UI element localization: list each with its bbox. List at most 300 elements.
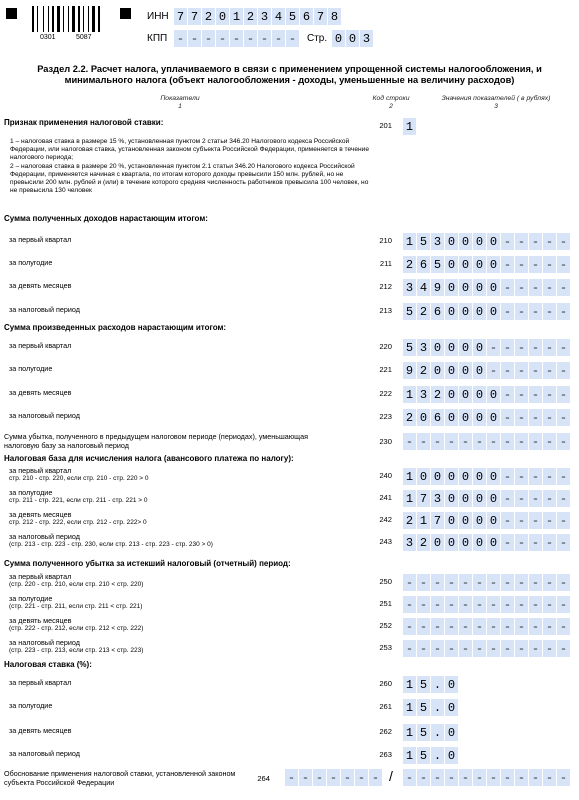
code-210: 210 [379,236,392,245]
char-cell: - [515,769,528,786]
char-cell: - [543,640,556,657]
char-cell: - [543,433,556,450]
char-cell: 0 [417,468,430,485]
barcode [32,6,108,32]
char-cell: - [501,574,514,591]
char-cell: - [543,512,556,529]
char-cell: 5 [403,339,416,356]
char-cell: 0 [487,386,500,403]
char-cell: 0 [473,534,486,551]
char-cell: 0 [473,279,486,296]
char-cell: 2 [202,8,215,25]
char-cell: 7 [417,490,430,507]
tax_base-row-field[interactable] [403,468,570,485]
char-cell: - [515,534,528,551]
char-cell: 0 [445,386,458,403]
loss-prev-field[interactable] [403,433,570,450]
char-cell: - [557,362,570,379]
char-cell: 0 [473,490,486,507]
tax_rate-row-field[interactable] [403,747,458,764]
inn-label: ИНН [147,11,169,22]
code-253: 253 [379,643,392,652]
barcode-bar [61,6,62,32]
char-cell: - [543,596,556,613]
char-cell: 0 [473,512,486,529]
char-cell: 0 [459,256,472,273]
char-cell: - [501,233,514,250]
code-211: 211 [379,259,392,268]
char-cell: 0 [473,303,486,320]
char-cell: - [501,769,514,786]
barcode-bar [68,6,69,32]
char-cell: - [543,468,556,485]
char-cell: - [327,769,340,786]
char-cell: - [515,362,528,379]
char-cell: - [515,386,528,403]
tax_rate-row-field[interactable] [403,724,458,741]
inn-field[interactable] [174,8,341,25]
col-header-indicators: Показатели 1 [160,95,200,111]
char-cell: - [557,618,570,635]
expenses-row-label: за полугодие [9,364,53,373]
char-cell: 5 [417,699,430,716]
char-cell: - [543,362,556,379]
char-cell: - [501,512,514,529]
char-cell: - [529,409,542,426]
char-cell: 0 [445,490,458,507]
char-cell: 1 [230,8,243,25]
char-cell: - [515,512,528,529]
char-cell: - [459,618,472,635]
char-cell: 0 [487,409,500,426]
char-cell: 0 [445,256,458,273]
char-cell: - [403,769,416,786]
char-cell: 0 [473,256,486,273]
code-252: 252 [379,621,392,630]
char-cell: - [487,618,500,635]
char-cell: 0 [332,30,345,47]
char-cell: 5 [417,747,430,764]
char-cell: - [501,339,514,356]
barcode-bar [83,6,84,32]
char-cell: 4 [272,8,285,25]
char-cell: - [445,596,458,613]
char-cell: - [557,640,570,657]
expenses-row-field[interactable] [403,409,570,426]
tax-base-heading: Налоговая база для исчисления налога (авансового платежа по налогу): [4,454,294,463]
char-cell: - [272,30,285,47]
char-cell: - [529,490,542,507]
char-cell: - [216,30,229,47]
rate-sign-heading: Признак применения налоговой ставки: [4,118,164,127]
char-cell: - [557,534,570,551]
char-cell: - [501,468,514,485]
char-cell: 0 [431,468,444,485]
kpp-field[interactable] [174,30,299,47]
char-cell: . [431,699,444,716]
code-263: 263 [379,750,392,759]
char-cell: 5 [417,233,430,250]
char-cell: - [341,769,354,786]
char-cell: 3 [403,534,416,551]
loss_current-row-label: за девять месяцев [9,616,72,625]
code-243: 243 [379,537,392,546]
char-cell: - [515,433,528,450]
char-cell: 1 [403,118,416,135]
char-cell: 5 [403,303,416,320]
char-cell: 2 [417,303,430,320]
barcode-bar [43,6,44,32]
char-cell: 0 [459,490,472,507]
tax_base-row-field[interactable] [403,490,570,507]
char-cell: - [557,596,570,613]
char-cell: - [487,433,500,450]
section-title: Раздел 2.2. Расчет налога, уплачиваемого в связи с применением упрощенной системы налогообложения, и минимального налога (объект налогообложения - доходы, уменьшенные на величину расходов) [37,64,542,86]
char-cell: 3 [417,339,430,356]
justification-separator: / [389,768,393,784]
loss_current-row-field[interactable] [403,618,570,635]
char-cell: 1 [403,699,416,716]
char-cell: - [487,574,500,591]
expenses-row-field[interactable] [403,362,570,379]
tax_base-row-formula: стр. 212 - стр. 222, если стр. 212 - стр. 222> 0 [9,519,147,526]
barcode-bar [101,6,102,32]
barcode-bar [57,6,60,32]
char-cell: - [431,769,444,786]
char-cell: 7 [174,8,187,25]
income-row-field[interactable] [403,279,570,296]
char-cell: 0 [445,699,458,716]
char-cell: - [431,574,444,591]
expenses-row-field[interactable] [403,386,570,403]
barcode-bar [85,6,87,32]
tax-rate-heading: Налоговая ставка (%): [4,660,92,669]
barcode-bar [65,6,67,32]
char-cell: - [473,574,486,591]
char-cell: - [431,433,444,450]
loss_current-row-label: за полугодие [9,594,53,603]
char-cell: - [529,534,542,551]
income-row-field[interactable] [403,303,570,320]
loss_current-row-field[interactable] [403,574,570,591]
code-264: 264 [257,774,270,783]
barcode-bar [76,6,77,32]
tax_base-row-field[interactable] [403,512,570,529]
loss_current-row-formula: (стр. 223 - стр. 213, если стр. 213 < стр. 223) [9,647,144,654]
char-cell: 2 [403,409,416,426]
char-cell: 0 [473,339,486,356]
char-cell: 0 [487,303,500,320]
char-cell: - [529,303,542,320]
char-cell: 2 [431,386,444,403]
char-cell: - [557,233,570,250]
char-cell: - [529,279,542,296]
char-cell: - [557,303,570,320]
char-cell: 5 [417,676,430,693]
char-cell: 0 [445,279,458,296]
char-cell: - [403,618,416,635]
char-cell: - [515,233,528,250]
char-cell: 0 [445,233,458,250]
char-cell: - [515,339,528,356]
char-cell: - [445,433,458,450]
char-cell: 0 [445,747,458,764]
expenses-heading: Сумма произведенных расходов нарастающим итогом: [4,323,227,332]
code-260: 260 [379,679,392,688]
code-250: 250 [379,577,392,586]
rate-sign-field[interactable] [403,118,416,135]
barcode-bar [90,6,91,32]
char-cell: - [529,468,542,485]
tax_rate-row-label: за полугодие [9,701,53,710]
char-cell: 1 [403,233,416,250]
justification-right-field[interactable] [403,769,570,786]
char-cell: 0 [445,362,458,379]
tax_base-row-formula: стр. 211 - стр. 221, если стр. 211 - стр. 221 > 0 [9,497,148,504]
loss_current-row-formula: (стр. 220 - стр. 210, если стр. 210 < стр. 220) [9,581,144,588]
char-cell: - [543,534,556,551]
char-cell: - [515,409,528,426]
code-213: 213 [379,306,392,315]
char-cell: - [459,769,472,786]
char-cell: - [431,596,444,613]
char-cell: 0 [445,468,458,485]
char-cell: 0 [445,676,458,693]
char-cell: - [244,30,257,47]
col-header-code: Код строки 2 [372,95,410,111]
char-cell: - [501,640,514,657]
loss_current-row-formula: (стр. 221 - стр. 211, если стр. 211 < стр. 221) [9,603,143,610]
char-cell: - [543,233,556,250]
code-220: 220 [379,342,392,351]
code-222: 222 [379,389,392,398]
char-cell: 3 [258,8,271,25]
char-cell: 0 [487,490,500,507]
char-cell: - [557,386,570,403]
char-cell: - [515,618,528,635]
char-cell: 0 [487,468,500,485]
code-240: 240 [379,471,392,480]
char-cell: - [557,468,570,485]
char-cell: - [529,618,542,635]
char-cell: 9 [431,279,444,296]
income-row-label: за налоговый период [9,305,80,314]
expenses-row-field[interactable] [403,339,570,356]
char-cell: 0 [459,303,472,320]
char-cell: - [529,256,542,273]
char-cell: - [445,574,458,591]
barcode-bar [63,6,64,32]
char-cell: 0 [459,362,472,379]
char-cell: 8 [328,8,341,25]
char-cell: 0 [459,409,472,426]
char-cell: 0 [487,256,500,273]
expenses-row-label: за девять месяцев [9,388,72,397]
char-cell: - [543,303,556,320]
char-cell: - [529,512,542,529]
income-heading: Сумма полученных доходов нарастающим итогом: [4,214,208,223]
char-cell: 7 [431,512,444,529]
char-cell: 0 [473,386,486,403]
char-cell: 0 [459,233,472,250]
char-cell: - [501,303,514,320]
char-cell: - [529,596,542,613]
rate-sign-note-1: 1 – налоговая ставка в размере 15 %, установленная пунктом 2 статьи 346.20 Налогового кодекса Российской Федерации, или налоговая ставка, установленная законом субъекта Российской Федерации, применяется в течение налогового периода; [10,138,370,161]
barcode-bar [50,6,51,32]
income-row-field[interactable] [403,233,570,250]
char-cell: - [529,386,542,403]
barcode-bar [72,6,75,32]
char-cell: - [299,769,312,786]
char-cell: - [188,30,201,47]
char-cell: - [417,596,430,613]
char-cell: - [557,409,570,426]
barcode-number-right: 5087 [76,34,92,41]
barcode-bar [81,6,82,32]
justification-left-field[interactable] [285,769,382,786]
code-262: 262 [379,727,392,736]
char-cell: - [543,490,556,507]
barcode-bar [92,6,95,32]
char-cell: - [473,769,486,786]
char-cell: - [529,640,542,657]
barcode-bar [48,6,49,32]
kpp-label: КПП [147,33,168,44]
char-cell: 0 [216,8,229,25]
char-cell: 3 [403,279,416,296]
barcode-bar [70,6,71,32]
char-cell: 9 [403,362,416,379]
char-cell: - [501,362,514,379]
char-cell: . [431,747,444,764]
code-230: 230 [379,437,392,446]
char-cell: 1 [403,490,416,507]
income-row-label: за полугодие [9,258,53,267]
char-cell: - [557,490,570,507]
loss-current-heading: Сумма полученного убытка за истекший налоговый (отчетный) период: [4,559,291,568]
loss_current-row-label: за первый квартал [9,572,72,581]
tax_base-row-field[interactable] [403,534,570,551]
tax_rate-row-field[interactable] [403,699,458,716]
char-cell: 0 [417,409,430,426]
char-cell: - [403,596,416,613]
char-cell: 3 [431,490,444,507]
barcode-bar [78,6,80,32]
tax_rate-row-label: за налоговый период [9,749,80,758]
char-cell: - [417,640,430,657]
char-cell: - [258,30,271,47]
char-cell: - [501,386,514,403]
char-cell: - [557,574,570,591]
loss_current-row-field[interactable] [403,596,570,613]
loss_current-row-field[interactable] [403,640,570,657]
char-cell: 0 [459,279,472,296]
char-cell: - [515,303,528,320]
char-cell: 3 [360,30,373,47]
barcode-bar [45,6,47,32]
code-221: 221 [379,365,392,374]
char-cell: - [557,433,570,450]
char-cell: 7 [188,8,201,25]
char-cell: 0 [487,279,500,296]
tax_base-row-label: за полугодие [9,488,53,497]
barcode-bar [96,6,97,32]
tax_rate-row-field[interactable] [403,676,458,693]
barcode-bar [32,6,34,32]
char-cell: - [230,30,243,47]
income-row-field[interactable] [403,256,570,273]
char-cell: - [417,618,430,635]
char-cell: 1 [403,468,416,485]
tax_base-row-label: за первый квартал [9,466,72,475]
char-cell: - [543,574,556,591]
char-cell: 6 [431,303,444,320]
char-cell: - [543,279,556,296]
barcode-bar [52,6,54,32]
char-cell: 1 [403,747,416,764]
char-cell: - [487,596,500,613]
char-cell: - [403,433,416,450]
char-cell: - [487,769,500,786]
barcode-number-left: 0301 [40,34,56,41]
char-cell: - [417,574,430,591]
char-cell: - [515,468,528,485]
char-cell: - [501,409,514,426]
char-cell: - [285,769,298,786]
char-cell: - [459,574,472,591]
code-261: 261 [379,702,392,711]
char-cell: - [529,769,542,786]
char-cell: 0 [445,512,458,529]
char-cell: - [515,596,528,613]
char-cell: - [445,618,458,635]
char-cell: 0 [473,233,486,250]
tax_rate-row-label: за первый квартал [9,678,72,687]
char-cell: 1 [417,512,430,529]
char-cell: - [543,339,556,356]
barcode-bar [88,6,89,32]
char-cell: 0 [459,468,472,485]
tax_base-row-label: за налоговый период [9,532,80,541]
char-cell: 1 [403,386,416,403]
char-cell: - [543,409,556,426]
barcode-bar [35,6,36,32]
rate-sign-note-2: 2 – налоговая ставка в размере 20 %, установленная пунктом 2.1 статьи 346.20 Налогового кодекса Российской Федерации, применяется начиная с квартала, по итогам которого доходы превысили 150 млн. рублей, но не превысили 200 млн. рублей и (или) в течение которого средняя численность работников превысила 100 человек, но не превысила 130 человек [10,163,369,194]
barcode-bar [98,6,100,32]
char-cell: - [473,596,486,613]
char-cell: - [355,769,368,786]
tax_base-row-label: за девять месяцев [9,510,72,519]
char-cell: 0 [445,409,458,426]
char-cell: - [543,769,556,786]
char-cell: 0 [445,534,458,551]
barcode-bar [37,6,38,32]
loss-prev-label: Сумма убытка, полученного в предыдущем налоговом периоде (периодах), уменьшающая налоговую базу за налоговый период [4,432,308,450]
page-number-field[interactable] [332,30,373,47]
char-cell: 0 [459,512,472,529]
char-cell: - [403,574,416,591]
char-cell: 1 [403,676,416,693]
char-cell: 3 [417,386,430,403]
char-cell: 0 [445,724,458,741]
char-cell: - [529,339,542,356]
loss_current-row-formula: (стр. 222 - стр. 212, если стр. 212 < стр. 222) [9,625,144,632]
char-cell: - [286,30,299,47]
corner-marker-left [6,8,17,19]
char-cell: 5 [286,8,299,25]
char-cell: 0 [473,468,486,485]
char-cell: 4 [417,279,430,296]
